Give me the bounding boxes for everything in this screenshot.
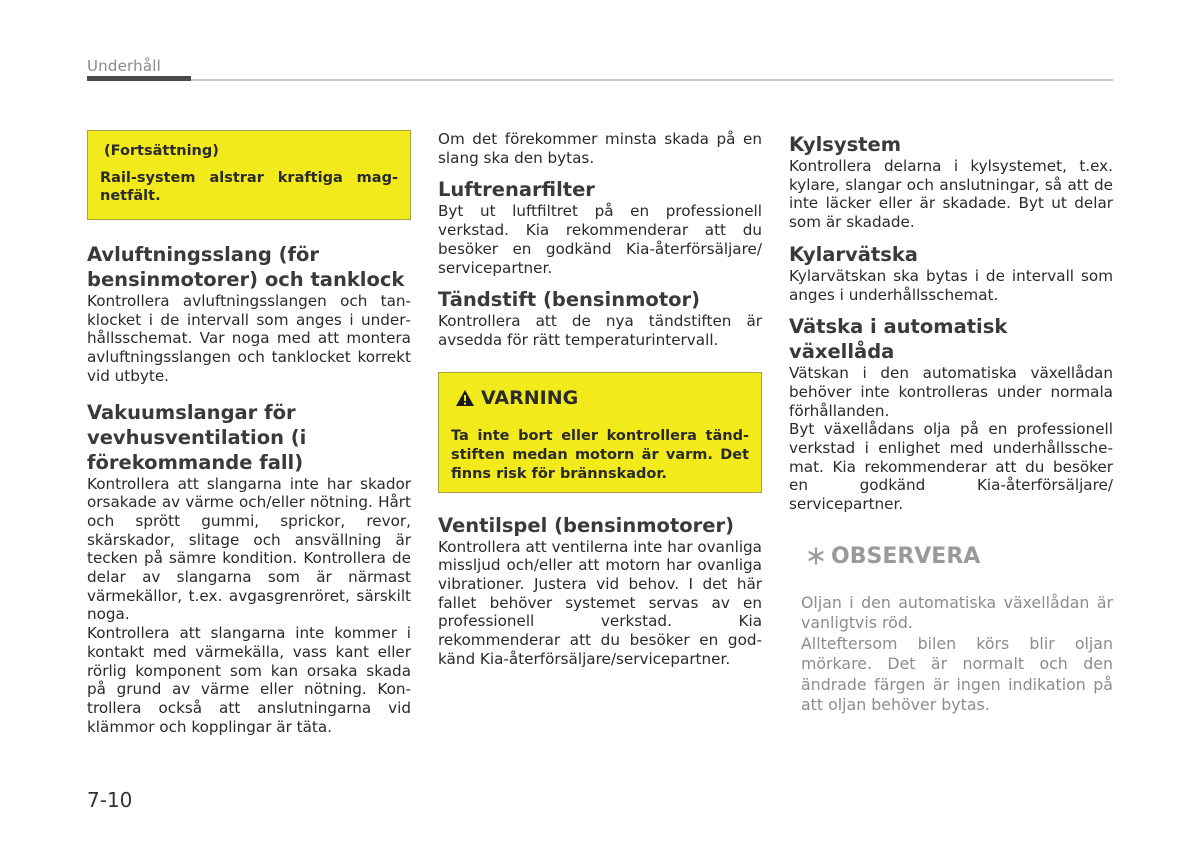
observera-note	[789, 544, 1113, 716]
heading-kylsystem: Kylsystem	[789, 133, 902, 156]
asterisk-icon	[807, 547, 825, 565]
section-title: Underhåll	[87, 57, 161, 75]
text-slang-byte: Om det förekommer minsta skada på en slang ska den bytas.	[438, 130, 762, 167]
header-rule-accent	[87, 76, 191, 81]
column-middle	[438, 130, 762, 669]
observera-title: OBSERVERA	[831, 543, 981, 569]
continuation-text: Rail-system alstrar kraftiga magnetfält.	[100, 170, 398, 204]
column-right	[789, 132, 1113, 716]
text-luftrenarfilter: Byt ut luftfiltret på en professionell verkstad. Kia rekommenderar att du besöker en godkänd Kia-återförsäljare/ servicepartner.	[438, 202, 762, 277]
text-kylsystem: Kontrollera delarna i kylsystemet, t.ex. kylare, slangar och anslutningar, så att de inte läcker eller är skadade. Byt ut delar som är skadade.	[789, 157, 1113, 232]
text-tandstift: Kontrollera att de nya tändstiften är avsedda för rätt temperaturintervall.	[438, 312, 762, 349]
header-rule	[191, 79, 1113, 81]
warning-triangle-icon	[455, 389, 475, 407]
heading-avluftningsslang: Avluftningsslang (för bensinmotorer) och tanklock	[87, 243, 405, 291]
text-vaxellada-2: Byt växellådans olja på en professionell verkstad i enlighet med underhållsschemat. Kia rekommenderar att du besöker en godkänd Kia-återförsäljare/ servicepartner.	[789, 420, 1113, 514]
warning-text: Ta inte bort eller kontrollera tändstiften medan motorn är varm. Det finns risk för brännskador.	[451, 427, 749, 482]
text-vaxellada-1: Vätskan i den automatiska växellådan behöver inte kontrolleras under normala förhållanden.	[789, 364, 1113, 420]
text-vakuumslangar-2: Kontrollera att slangarna inte kommer i kontakt med värmekälla, vass kant eller rörlig komponent som kan orsaka skada på grund av värme eller nötning. Kontrollera också att anslutningarna vid klämmor och kopplingar är täta.	[87, 624, 411, 736]
page-number: 7-10	[87, 788, 133, 812]
continuation-title: (Fortsättning)	[104, 143, 219, 159]
heading-kylarvatska: Kylarvätska	[789, 242, 918, 266]
heading-ventilspel: Ventilspel (bensinmotorer)	[438, 513, 735, 537]
observera-text-1: Oljan i den automatiska växellådan är vanligtvis röd.	[801, 592, 1113, 633]
heading-tandstift: Tändstift (bensinmotor)	[438, 288, 701, 312]
continuation-box	[87, 130, 411, 220]
heading-vaxellada: Vätska i automatisk växellåda	[789, 315, 1008, 364]
observera-text-2: Allteftersom bilen körs blir oljan mörkare. Det är normalt och den ändrade färgen är ingen indikation på att oljan behöver bytas.	[801, 633, 1113, 715]
heading-luftrenarfilter: Luftrenarfilter	[438, 178, 595, 202]
warning-box	[438, 372, 762, 493]
heading-vakuumslangar: Vakuumslangar för vevhusventilation (i förekommande fall)	[87, 400, 307, 474]
warning-title: VARNING	[481, 386, 579, 409]
text-avluftningsslang: Kontrollera avluftningsslangen och tanklocket i de intervall som anges i underhållsschemat. Var noga med att montera avluftningsslangen och tanklocket korrekt vid utbyte.	[87, 292, 411, 385]
text-ventilspel: Kontrollera att ventilerna inte har ovanliga missljud och/eller att motorn har ovanliga vibrationer. Justera vid behov. I det här fallet behöver systemet servas av en professionell verkstad. Kia rekommenderar att du besöker en godkänd Kia-återförsäljare/servicepartner.	[438, 537, 762, 668]
column-left	[87, 130, 411, 736]
text-vakuumslangar-1: Kontrollera att slangarna inte har skador orsakade av värme och/eller nötning. Hårt och sprött gummi, sprickor, revor, skärskador, slitage och ansvällning är tecken på sämre kondition. Kontrollera de delar av slangarna som är närmast värmekällor, t.ex. avgasgrenröret, särskilt noga.	[87, 474, 411, 624]
text-kylarvatska: Kylarvätskan ska bytas i de intervall som anges i underhållsschemat.	[789, 266, 1113, 304]
